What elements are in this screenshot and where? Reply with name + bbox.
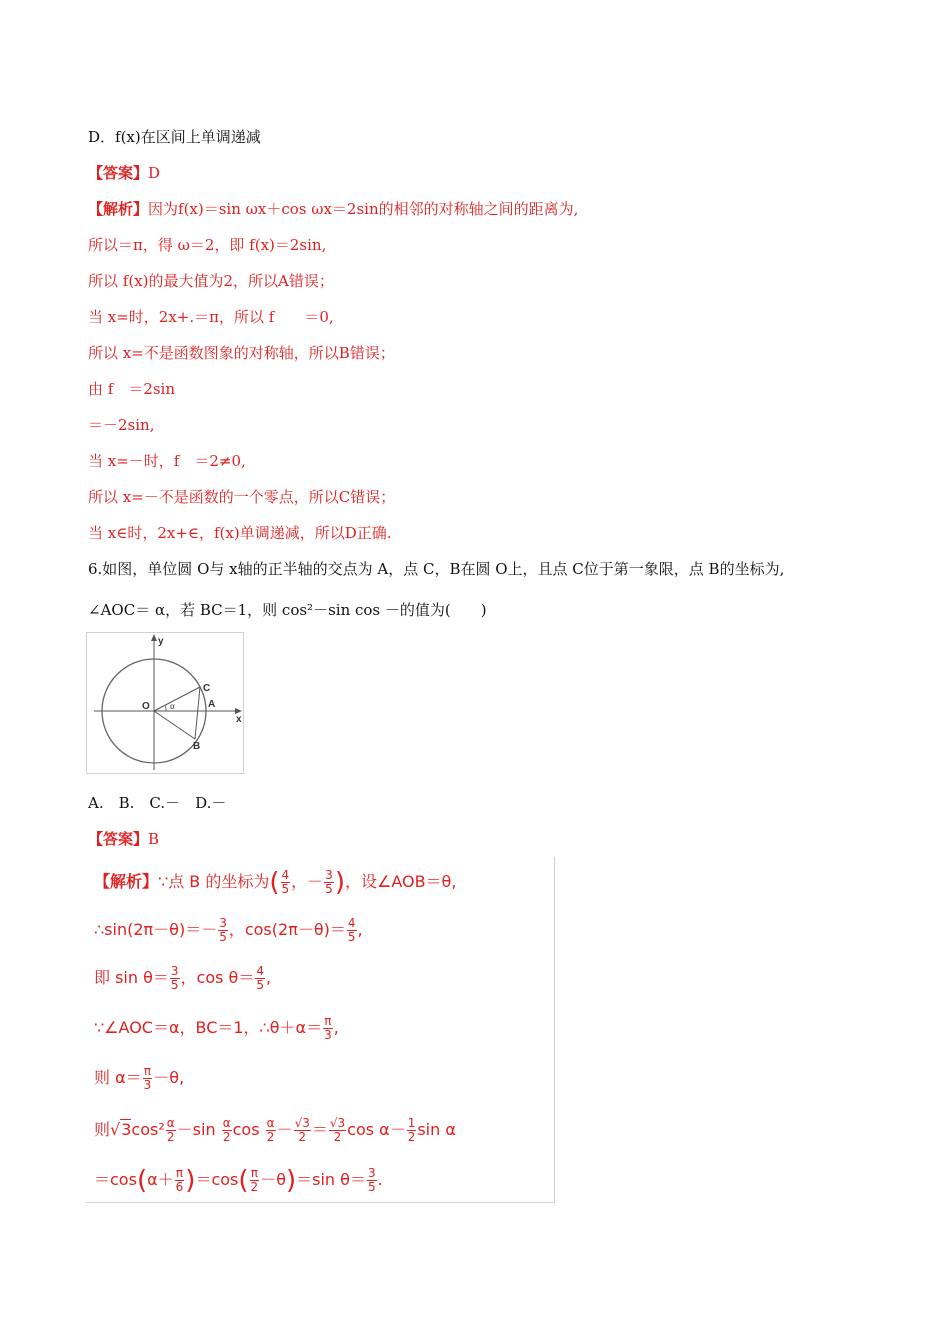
answer-tag: 【答案】 — [88, 830, 149, 848]
answer-2 — [88, 829, 159, 849]
fraction: $\frac{3}{5}$ — [325, 868, 333, 896]
answer-tag: 【答案】 — [88, 164, 149, 182]
label-a: A — [208, 699, 216, 710]
segment-ob — [154, 711, 195, 739]
explanation-1-line-5: 所以 x=不是函数图象的对称轴，所以B错误； — [88, 344, 395, 362]
solution-line-5: 则 α＝ $\frac{\pi}{3}$ －θ, — [94, 1064, 185, 1092]
fraction: $\frac{3}{5}$ — [219, 916, 227, 944]
answer-value: B — [148, 830, 160, 848]
label-x: x — [236, 714, 242, 725]
segment-bc — [195, 687, 200, 739]
solution-line-1: 【解析】∵点 B 的坐标为( $\frac{4}{5}$ ，－ $\frac{3}{5}$ )，设∠AOB＝θ, — [94, 867, 457, 898]
solution-line-7: ＝cos(α＋ $\frac{\pi}{6}$ )＝cos( $\frac{\pi}{2}$ －θ)＝sin θ＝ $\frac{3}{5}$ . — [94, 1165, 383, 1196]
solution-line-4: ∵∠AOC＝α，BC＝1，∴θ＋α＝ $\frac{\pi}{3}$ , — [94, 1014, 339, 1042]
segment-oc — [154, 687, 200, 711]
explanation-1-line-10: 当 x∈时，2x+∈，f(x)单调递减，所以D正确. — [88, 524, 392, 542]
fraction: $\frac{\pi}{3}$ — [143, 1064, 152, 1092]
fraction: $\frac{4}{5}$ — [281, 868, 290, 896]
left-paren-icon: ( — [269, 867, 280, 898]
fraction: $\frac{\pi}{2}$ — [250, 1166, 259, 1194]
explanation-1-line-4: 当 x=时，2x+.＝π，所以 f ＝0, — [88, 308, 334, 326]
fraction: $\frac{4}{5}$ — [347, 916, 356, 944]
right-paren-icon: ) — [334, 867, 345, 898]
question-6-line-2: ∠AOC＝ α，若 BC＝1，则 cos²－sin cos －的值为( ) — [88, 601, 487, 619]
fraction: $\frac{√3}{2}$ — [329, 1116, 346, 1144]
unit-circle-figure — [86, 632, 244, 774]
solution-line-2: ∴sin(2π－θ)＝－ $\frac{3}{5}$ ，cos(2π－θ)＝ $\frac{4}{5}$ , — [94, 916, 363, 944]
solution-line-6: 则√3cos² $\frac{\alpha}{2}$ －sin $\frac{\alpha}{2}$ cos $\frac{\alpha}{2}$ － $\frac{√3}{2}$ ＝ $\frac{√3}{2}$ cos α－ $\frac{1}{2}$ sin α — [94, 1116, 456, 1144]
solution-tag: 【解析】 — [94, 872, 159, 891]
solution-line-3: 即 sin θ＝ $\frac{3}{5}$ ，cos θ＝ $\frac{4}{5}$ , — [94, 964, 272, 992]
fraction: $\frac{3}{5}$ — [367, 1166, 376, 1194]
fraction: $\frac{√3}{2}$ — [294, 1116, 310, 1144]
fraction: $\frac{\alpha}{2}$ — [222, 1116, 231, 1144]
label-b: B — [193, 741, 201, 752]
solution-text: ∵点 B 的坐标为 — [158, 872, 270, 891]
right-paren-icon: ) — [185, 1165, 196, 1196]
solution-box — [86, 857, 555, 1203]
explanation-1-line-6: 由 f ＝2sin — [88, 380, 176, 398]
fraction: $\frac{3}{5}$ — [170, 964, 179, 992]
explanation-1-line-8: 当 x=－时，f ＝2≠0, — [88, 452, 246, 470]
explanation-1-line-1 — [88, 199, 578, 219]
explanation-1-line-9: 所以 x=－不是函数的一个零点，所以C错误； — [88, 488, 396, 506]
explanation-text: 因为f(x)＝sin ωx＋cos ωx＝2sin的相邻的对称轴之间的距离为, — [148, 200, 579, 218]
explanation-tag: 【解析】 — [88, 200, 149, 218]
fraction: $\frac{\pi}{3}$ — [324, 1014, 332, 1042]
fraction: $\frac{1}{2}$ — [407, 1116, 416, 1144]
left-paren-icon: ( — [136, 1165, 148, 1196]
fraction: $\frac{\alpha}{2}$ — [266, 1116, 275, 1144]
right-paren-icon: ) — [285, 1165, 297, 1196]
explanation-1-line-3: 所以 f(x)的最大值为2，所以A错误； — [88, 272, 334, 290]
explanation-1-line-7: ＝－2sin, — [88, 416, 155, 434]
explanation-1-line-2: 所以＝π，得 ω＝2，即 f(x)＝2sin, — [88, 236, 327, 254]
question-6-line-1: 6.如图，单位圆 O与 x轴的正半轴的交点为 A，点 C，B在圆 O上，且点 C位于第一象限，点 B的坐标为, — [88, 560, 785, 578]
label-y: y — [158, 636, 164, 647]
label-alpha: α — [170, 701, 175, 711]
y-axis-arrow-icon — [151, 634, 157, 641]
option-d: D．f(x)在区间上单调递减 — [88, 128, 261, 146]
fraction: $\frac{\pi}{6}$ — [175, 1166, 184, 1194]
answer-value: D — [148, 164, 161, 182]
sqrt-icon: √ — [110, 1120, 121, 1139]
angle-arc — [165, 705, 166, 711]
answer-1 — [88, 163, 160, 183]
fraction: $\frac{4}{5}$ — [256, 964, 264, 992]
left-paren-icon: ( — [238, 1165, 249, 1196]
answer-choices: A. B. C.－ D.－ — [88, 794, 227, 812]
label-o: O — [142, 701, 150, 712]
label-c: C — [203, 683, 211, 694]
fraction: $\frac{\alpha}{2}$ — [166, 1116, 175, 1144]
